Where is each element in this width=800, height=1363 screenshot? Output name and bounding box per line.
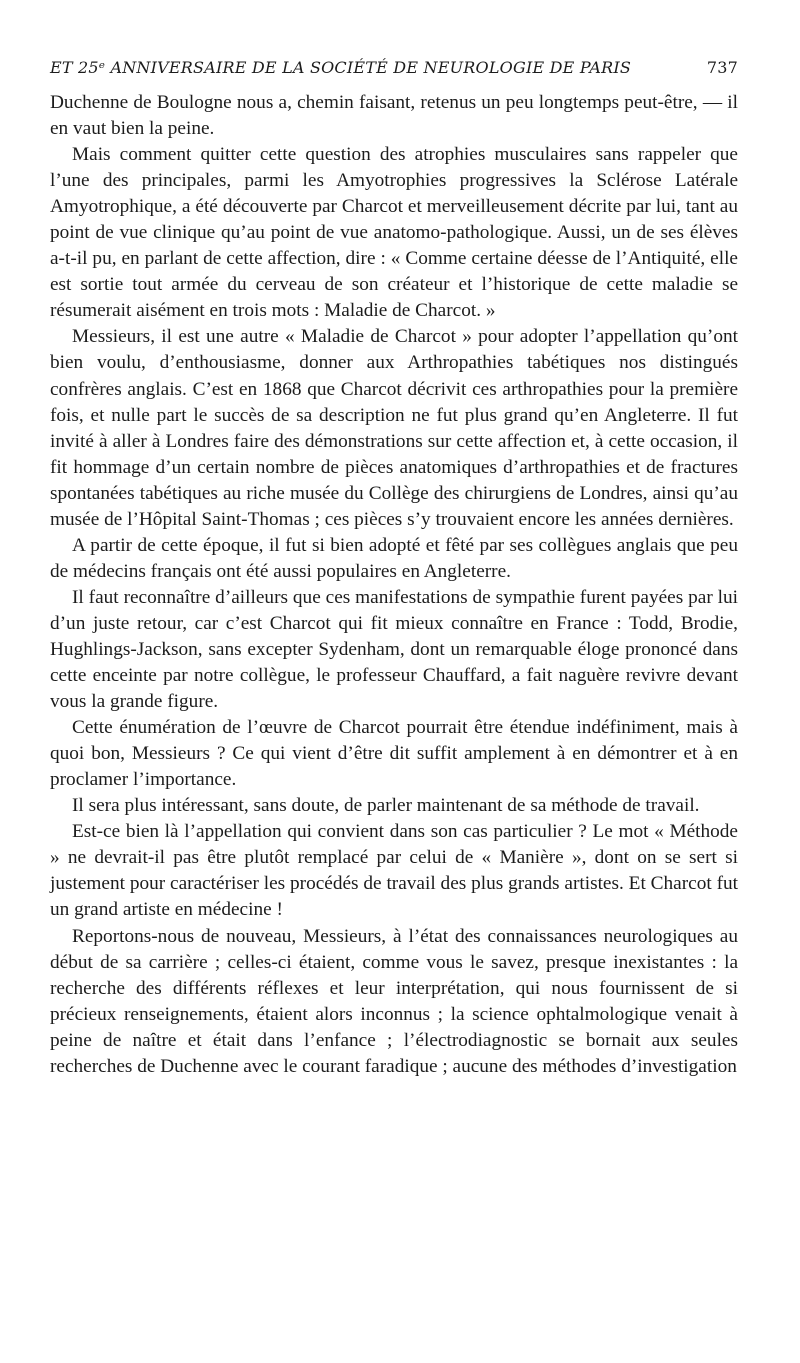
body-text — [50, 90, 738, 1080]
paragraph-7: Il sera plus intéressant, sans doute, de parler maintenant de sa méthode de travail. — [72, 795, 700, 817]
paragraph-4: A partir de cette époque, il fut si bien adopté et fêté par ses collègues anglais que peu de médecins français ont été aussi populaires en Angleterre. — [50, 534, 738, 582]
paragraph-2: Mais comment quitter cette question des atrophies musculaires sans rappeler que l’une des principales, parmi les Amyotrophies progressives la Sclérose Latérale Amyotrophique, a été découverte par Charcot et merveilleusement décrite par lui, tant au point de vue clinique qu’au point de vue anatomo-pathologique. Aussi, un de ses élèves a-t-il pu, en parlant de cette affection, dire : « Comme certaine déesse de l’Antiquité, elle est sortie tout armée du cerveau de son créateur et l’historique de cette maladie se résumerait aisément en trois mots : Maladie de Charcot. » — [50, 144, 738, 322]
running-title: ET 25ᵉ ANNIVERSAIRE DE LA SOCIÉTÉ DE NEUROLOGIE DE PARIS — [50, 58, 632, 77]
paragraph-8: Est-ce bien là l’appellation qui convient dans son cas particulier ? Le mot « Méthode » ne devrait-il pas être plutôt remplacé par celui de « Manière », dont on se sert si justement pour caractériser les procédés de travail des plus grands artistes. Et Charcot fut un grand artiste en médecine ! — [50, 821, 738, 921]
book-page — [50, 58, 738, 1080]
page-number: 737 — [706, 58, 738, 77]
running-head — [50, 58, 738, 86]
paragraph-6: Cette énumération de l’œuvre de Charcot pourrait être étendue indéfiniment, mais à quoi bon, Messieurs ? Ce qui vient d’être dit suffit amplement à en démontrer et à en proclamer l’importance. — [50, 717, 738, 791]
paragraph-9: Reportons-nous de nouveau, Messieurs, à l’état des connaissances neurologiques au début de sa carrière ; celles-ci étaient, comme vous le savez, presque inexistantes : la recherche des différents réflexes et leur interprétation, qui nous fournissent de si précieux renseignements, étaient alors inconnus ; la science ophtalmologique venait à peine de naître et était dans l’enfance ; l’électrodiagnostic se bornait aux seules recherches de Duchenne avec le courant faradique ; aucune des méthodes d’investigation — [50, 925, 738, 1077]
paragraph-3: Messieurs, il est une autre « Maladie de Charcot » pour adopter l’appellation qu’ont bien voulu, d’enthousiasme, donner aux Arthropathies tabétiques nos distingués confrères anglais. C’est en 1868 que Charcot décrivit ces arthropathies pour la première fois, et nulle part le succès de sa description ne fut plus grand qu’en Angleterre. Il fut invité à aller à Londres faire des démonstrations sur cette affection et, à cette occasion, il fit hommage d’un certain nombre de pièces anatomiques d’arthropathies et de fractures spontanées tabétiques au riche musée du Collège des chirurgiens de Londres, ainsi qu’au musée de l’Hôpital Saint-Thomas ; ces pièces s’y trouvaient encore les années dernières. — [50, 326, 738, 530]
paragraph-1: Duchenne de Boulogne nous a, chemin faisant, retenus un peu longtemps peut-être, — il en vaut bien la peine. — [50, 92, 738, 140]
paragraph-5: Il faut reconnaître d’ailleurs que ces manifestations de sympathie furent payées par lui d’un juste retour, car c’est Charcot qui fit mieux connaître en France : Todd, Brodie, Hughlings-Jackson, sans excepter Sydenham, dont un remarquable éloge prononcé dans cette enceinte par notre collègue, le professeur Chauffard, a fait naguère revivre devant vous la grande figure. — [50, 586, 738, 713]
